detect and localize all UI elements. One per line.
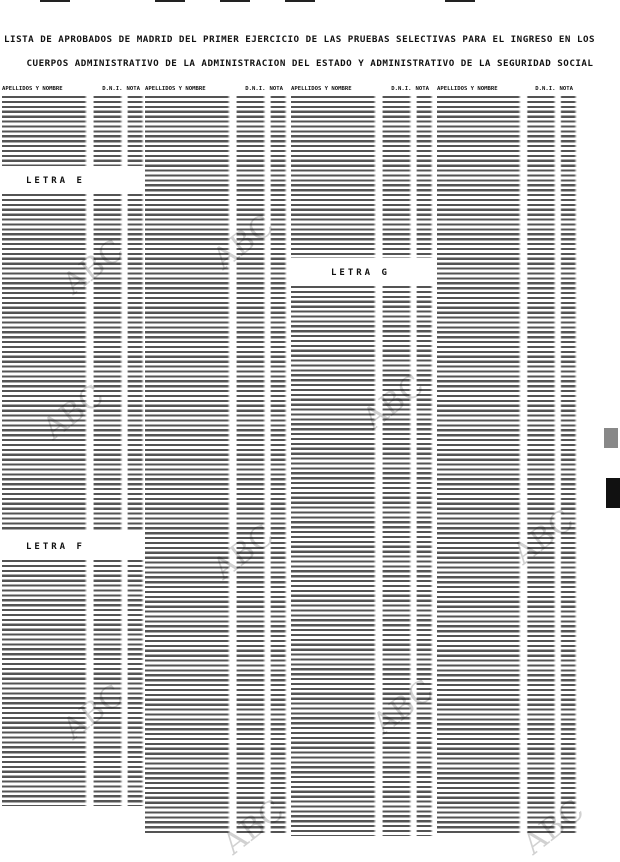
top-rule bbox=[40, 0, 70, 2]
top-rule bbox=[285, 0, 315, 2]
section-letter-e: LETRA E bbox=[26, 176, 85, 186]
top-rule bbox=[155, 0, 185, 2]
section-letter-f: LETRA F bbox=[26, 542, 85, 552]
list-block bbox=[291, 286, 433, 836]
list-block bbox=[2, 96, 144, 166]
top-rule bbox=[445, 0, 475, 2]
document-title-line-2: CUERPOS ADMINISTRATIVO DE LA ADMINISTRACION DEL ESTADO Y ADMINISTRATIVO DE LA SEGURIDAD SOCIAL bbox=[26, 58, 594, 69]
list-column-2 bbox=[145, 86, 287, 842]
margin-tab bbox=[604, 428, 618, 448]
list-block bbox=[437, 96, 577, 836]
document-title-line-1: LISTA DE APROBADOS DE MADRID DEL PRIMER EJERCICIO DE LAS PRUEBAS SELECTIVAS PARA EL INGRESO EN LOS bbox=[4, 34, 596, 45]
list-column-3 bbox=[291, 86, 433, 842]
section-letter-g: LETRA G bbox=[331, 268, 390, 278]
list-block bbox=[145, 96, 287, 836]
column-header: APELLIDOS Y NOMBRE D.N.I. NOTA bbox=[145, 86, 283, 92]
column-header: APELLIDOS Y NOMBRE D.N.I. NOTA bbox=[291, 86, 429, 92]
list-block bbox=[2, 194, 144, 532]
list-column-4 bbox=[437, 86, 577, 842]
column-header: APELLIDOS Y NOMBRE D.N.I. NOTA bbox=[2, 86, 140, 92]
list-block bbox=[2, 560, 144, 806]
margin-mark bbox=[606, 478, 620, 508]
list-column-1 bbox=[2, 86, 144, 842]
top-rule bbox=[220, 0, 250, 2]
column-header: APELLIDOS Y NOMBRE D.N.I. NOTA bbox=[437, 86, 573, 92]
list-block bbox=[291, 96, 433, 258]
